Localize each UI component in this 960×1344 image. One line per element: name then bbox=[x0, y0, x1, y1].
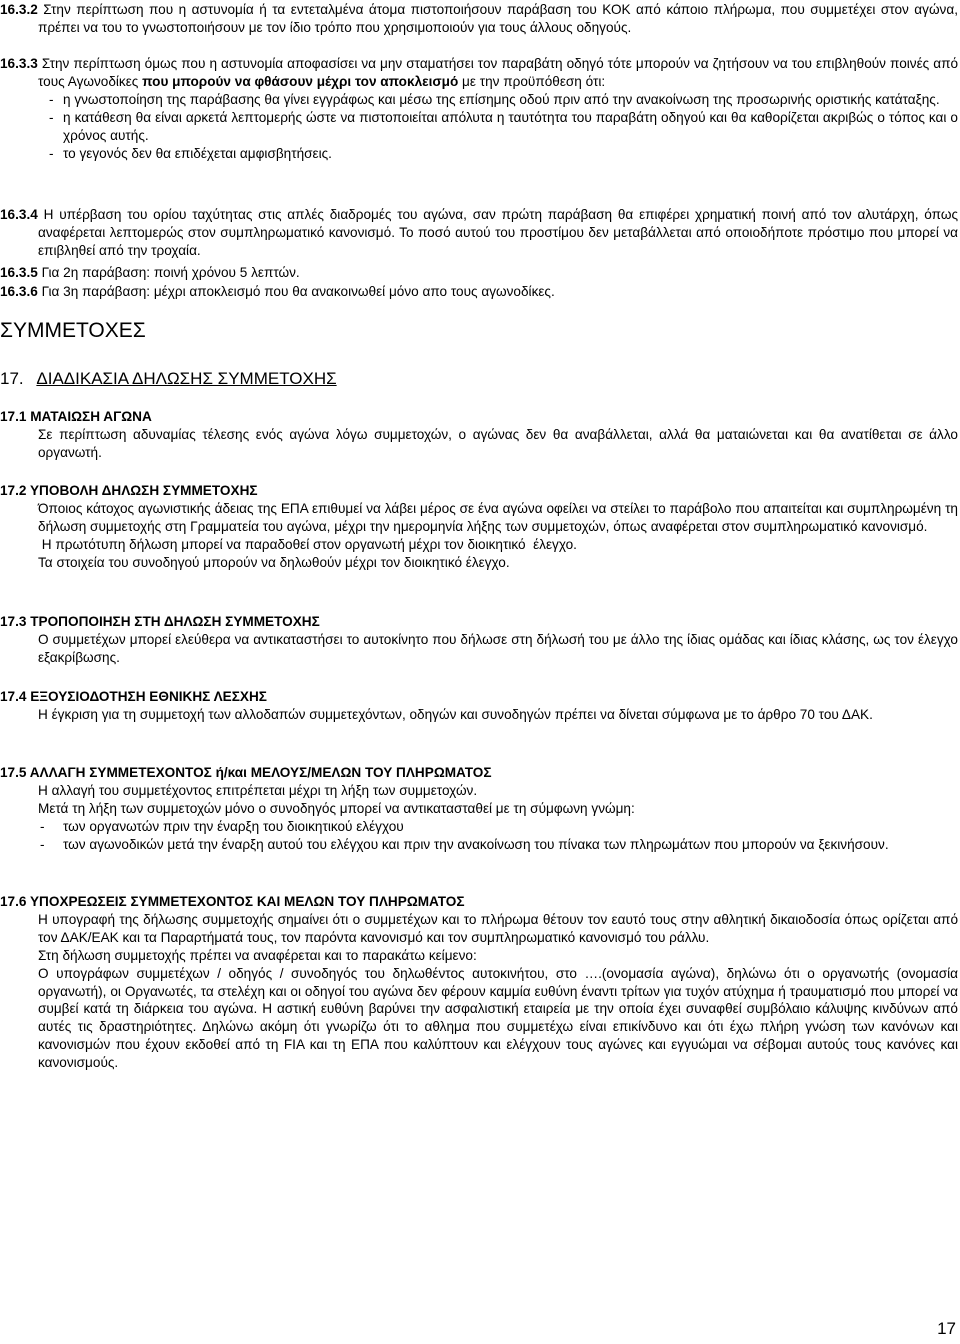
clause-text: με την προϋπόθεση ότι: bbox=[458, 73, 606, 89]
subsection-paragraph: Η πρωτότυπη δήλωση μπορεί να παραδοθεί στον οργανωτή μέχρι τον διοικητικό έλεγχο. bbox=[38, 536, 577, 552]
subsection-title: 17.2 ΥΠΟΒΟΛΗ ΔΗΛΩΣΗ ΣΥΜΜΕΤΟΧΗΣ bbox=[0, 483, 258, 498]
chapter-heading: ΣΥΜΜΕΤΟΧΕΣ bbox=[0, 319, 146, 342]
section-17-5 bbox=[0, 764, 958, 854]
subsection-text: Η έγκριση για τη συμμετοχή των αλλοδαπών συμμετεχόντων, οδηγών και συνοδηγών πρέπει να δίνεται σύμφωνα με το άρθρο 70 του ΔΑΚ. bbox=[38, 706, 873, 722]
clause-text: Για 2η παράβαση: ποινή χρόνου 5 λεπτών. bbox=[41, 265, 300, 280]
section-title: ΔΙΑΔΙΚΑΣΙΑ ΔΗΛΩΣΗΣ ΣΥΜΜΕΤΟΧΗΣ bbox=[36, 369, 337, 388]
subsection-title: 17.5 ΑΛΛΑΓΗ ΣΥΜΜΕΤΕΧΟΝΤΟΣ ή/και ΜΕΛΟΥΣ/ΜΕΛΩΝ ΤΟΥ ΠΛΗΡΩΜΑΤΟΣ bbox=[0, 765, 492, 780]
section-17-2 bbox=[0, 482, 958, 572]
clause-text: Για 3η παράβαση: μέχρι αποκλεισμό που θα ανακοινωθεί μόνο απο τους αγωνοδίκες. bbox=[41, 284, 555, 299]
clause-text: Στην περίπτωση όμως που η αστυνομία αποφασίσει να μην σταματήσει τον παραβάτη οδηγό τότε μπορούν να ζητήσουν να του επιβληθούν ποινές από τους Αγωνοδίκες bbox=[38, 56, 959, 89]
subsection-paragraph: Στη δήλωση συμμετοχής πρέπει να αναφέρεται και το παρακάτω κείμενο: bbox=[38, 947, 477, 963]
list-item: - των οργανωτών πριν την έναρξη του διοικητικού ελέγχου bbox=[40, 818, 404, 834]
clause-number: 16.3.3 bbox=[0, 56, 38, 71]
subsection-paragraph: Όποιος κάτοχος αγωνιστικής άδειας της ΕΠΑ επιθυμεί να λάβει μέρος σε ένα αγώνα οφείλει να στείλει το παράβολο που απαιτείται και συμπληρωμένη τη δήλωση συμμετοχής στη Γραμματεία του αγώνα, μέχρι την ημερομηνία λήξης των συμμετοχών, όπως αναφέρεται στον συμπληρωματικό κανονισμό. bbox=[38, 500, 958, 534]
subsection-text: Ο συμμετέχων μπορεί ελεύθερα να αντικαταστήσει το αυτοκίνητο που δήλωσε στη δήλωσή του με άλλο της ίδιας ομάδας και ίδιας κλάσης, ως τον έλεγχο εξακρίβωσης. bbox=[38, 631, 958, 665]
subsection-title: 17.6 ΥΠΟΧΡΕΩΣΕΙΣ ΣΥΜΜΕΤΕΧΟΝΤΟΣ ΚΑΙ ΜΕΛΩΝ ΤΟΥ ΠΛΗΡΩΜΑΤΟΣ bbox=[0, 894, 465, 909]
section-17-6 bbox=[0, 893, 958, 1072]
section-17-4 bbox=[0, 688, 958, 724]
clause-text: Η υπέρβαση του ορίου ταχύτητας στις απλές διαδρομές του αγώνα, σαν πρώτη παράβαση θα επιφέρει χρηματική ποινή από τον αλυτάρχη, όπως αναφέρεται λεπτομερώς στον συμπληρωματικό κανονισμό. Το ποσό αυτού του προστίμου δεν μεταβάλλεται από οποιοδήποτε πρόστιμο που μπορεί να επιβληθεί από την τροχαία. bbox=[38, 207, 958, 258]
clause-16-3-6 bbox=[0, 283, 958, 301]
clause-number: 16.3.5 bbox=[0, 265, 38, 280]
clause-number: 16.3.2 bbox=[0, 2, 38, 17]
clause-16-3-4 bbox=[0, 206, 958, 260]
list-item: - το γεγονός δεν θα επιδέχεται αμφισβητήσεις. bbox=[49, 145, 332, 161]
subsection-paragraph: Μετά τη λήξη των συμμετοχών μόνο ο συνοδηγός μπορεί να αντικατασταθεί με τη σύμφωνη γνώμη: bbox=[38, 800, 635, 816]
clause-number: 16.3.6 bbox=[0, 284, 38, 299]
subsection-paragraph: Η αλλαγή του συμμετέχοντος επιτρέπεται μέχρι τη λήξη των συμμετοχών. bbox=[38, 782, 478, 798]
section-number: 17. bbox=[0, 369, 24, 388]
clause-16-3-5 bbox=[0, 264, 958, 282]
section-17-1 bbox=[0, 408, 958, 462]
list-item: - η κατάθεση θα είναι αρκετά λεπτομερής ώστε να πιστοποιείται απόλυτα η ταυτότητα του παραβάτη οδηγού και θα καθορίζεται ακριβώς ο τόπος και ο χρόνος αυτής. bbox=[49, 109, 958, 143]
list-item: - των αγωνοδικών μετά την έναρξη αυτού του ελέγχου και πριν την ανακοίνωση του πίνακα των πληρωμάτων που μπορούν να ξεκινήσουν. bbox=[40, 836, 889, 852]
subsection-paragraph: Τα στοιχεία του συνοδηγού μπορούν να δηλωθούν μέχρι τον διοικητικό έλεγχο. bbox=[38, 554, 510, 570]
clause-16-3-2 bbox=[0, 1, 958, 37]
clause-text-bold: που μπορούν να φθάσουν μέχρι τον αποκλεισμό bbox=[142, 73, 459, 89]
clause-number: 16.3.4 bbox=[0, 207, 38, 222]
subsection-title: 17.1 ΜΑΤΑΙΩΣΗ ΑΓΩΝΑ bbox=[0, 409, 152, 424]
subsection-title: 17.4 ΕΞΟΥΣΙΟΔΟΤΗΣΗ ΕΘΝΙΚΗΣ ΛΕΣΧΗΣ bbox=[0, 689, 267, 704]
list-item: - η γνωστοποίηση της παράβασης θα γίνει εγγράφως και μέσω της επίσημης οδού πριν από την ανακοίνωση της προσωρινής οριστικής κατάταξης. bbox=[49, 91, 940, 107]
section-17-heading bbox=[0, 368, 337, 390]
page-number: 17 bbox=[937, 1319, 956, 1339]
subsection-title: 17.3 ΤΡΟΠΟΠΟΙΗΣΗ ΣΤΗ ΔΗΛΩΣΗ ΣΥΜΜΕΤΟΧΗΣ bbox=[0, 614, 320, 629]
condition-list bbox=[0, 91, 958, 163]
approval-list bbox=[0, 818, 958, 854]
subsection-paragraph: Η υπογραφή της δήλωσης συμμετοχής σημαίνει ότι ο συμμετέχων και το πλήρωμα θέτουν τον εαυτό τους στην αθλητική δικαιοδοσία όπως ορίζεται από τον ΔΑΚ/ΕΑΚ και τα Παραρτήματά τους, τον παρόντα κανονισμό και τον συμπληρωματικό κανονισμό του ράλλυ. bbox=[38, 911, 958, 945]
declaration-text: Ο υπογράφων συμμετέχων / οδηγός / συνοδηγός του δηλωθέντος αυτοκινήτου, στο ….(ονομασία αγώνα), δηλώνω ότι ο οργανωτής (ονομασία οργανωτή), οι Οργανωτές, τα στελέχη και οι οδηγοί του αγώνα δεν φέρουν καμμία ευθύνη έναντι τρίτων για τυχόν ατύχημα ή τραυματισμό που μπορεί να συμβεί κατά τη διάρκεια του αγώνα. Η αστική ευθύνη βαρύνει την ασφαλιστική εταιρεία με την οποία έχει συναφθεί συμβόλαιο κάλυψης κινδύνων από αυτές τις δραστηριότητες. Δηλώνω ακόμη ότι γνωρίζω ότι το αθλημα που συμμετέχω είναι επικίνδυνο και ότι έχω πλήρη γνώση των κανόνων και κανονισμών που έχουν εκδοθεί από τη FIA και τη ΕΠΑ που καλύπτουν και ελέγχουν τους αγώνες και εγγυώμαι να σέβομαι αυτούς τους κανόνες και κανονισμούς. bbox=[38, 965, 958, 1071]
subsection-text: Σε περίπτωση αδυναμίας τέλεσης ενός αγώνα λόγω συμμετοχών, ο αγώνας δεν θα αναβάλλεται, αλλά θα ματαιώνεται και θα ανατίθεται σε άλλο οργανωτή. bbox=[38, 426, 958, 460]
section-17-3 bbox=[0, 613, 958, 667]
clause-16-3-3 bbox=[0, 55, 959, 162]
clause-text: Στην περίπτωση που η αστυνομία ή τα εντεταλμένα άτομα πιστοποιήσουν παράβαση του ΚΟΚ από κάποιο πλήρωμα, που συμμετέχει στον αγώνα, πρέπει να του το γνωστοποιήσουν με τον ίδιο τρόπο που χρησιμοποιούν για τους άλλους οδηγούς. bbox=[38, 2, 958, 35]
